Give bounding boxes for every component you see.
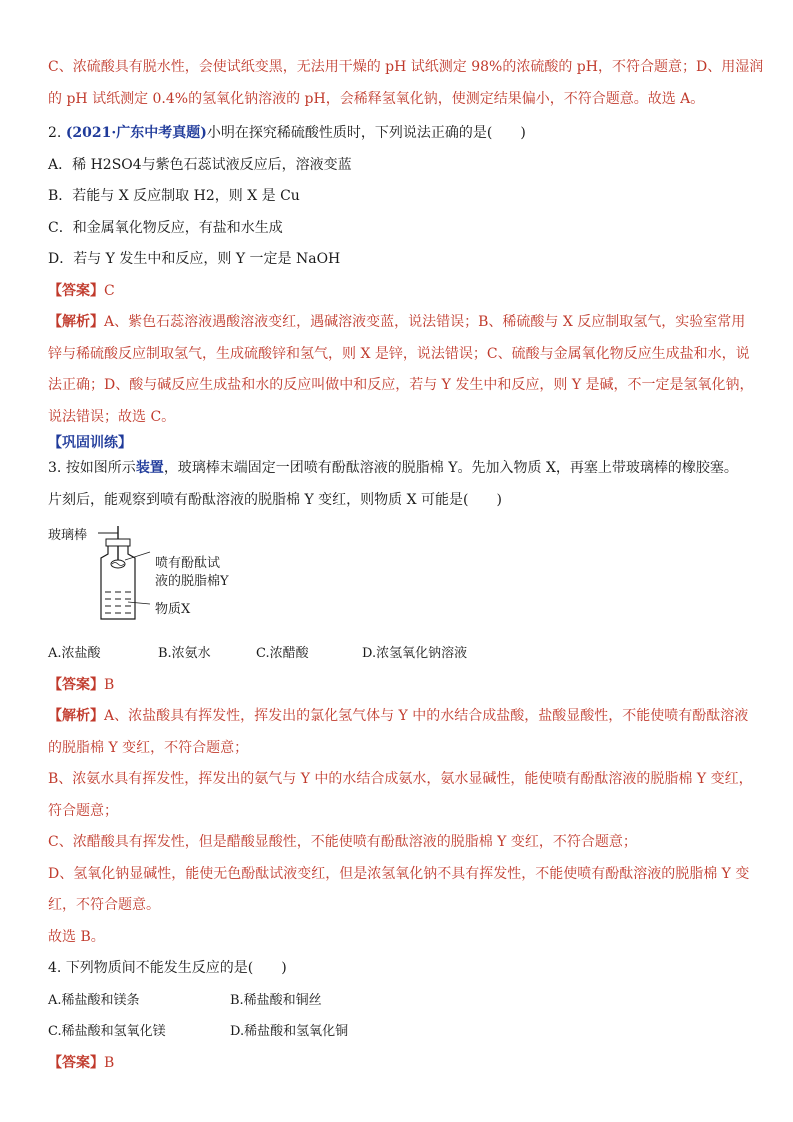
q3-analysis-line-1: 【解析】A、浓盐酸具有挥发性，挥发出的氯化氢气体与 Y 中的水结合成盐酸，盐酸显酸性，不能使喷有酚酞溶液 [48, 708, 749, 724]
q3-option-b: B.浓氨水 [158, 646, 211, 661]
q4-option-c: C.稀盐酸和氢氧化镁 [48, 1024, 166, 1039]
q2-analysis-line-1: 【解析】A、紫色石蕊溶液遇酸溶液变红，遇碱溶液变蓝，说法错误；B、稀硫酸与 X 反应制取氢气，实验室常用 [48, 314, 746, 330]
answer-value: C [104, 282, 115, 299]
formula-h2so4: H2SO4 [90, 156, 142, 173]
q3-analysis-line-3: B、浓氨水具有挥发性，挥发出的氨气与 Y 中的水结合成氨水，氨水显碱性，能使喷有酚酞溶液的脱脂棉 Y 变红， [48, 771, 753, 787]
analysis-tag: 【解析】 [48, 314, 104, 330]
q2-analysis-line-3: 法正确；D、酸与碱反应生成盐和水的反应叫做中和反应，若与 Y 发生中和反应，则 Y 是碱，不一定是氢氧化钠， [48, 377, 754, 393]
document-content [48, 52, 764, 1079]
q3-analysis-line-6: D、氢氧化钠显碱性，能使无色酚酞试液变红，但是浓氢氧化钠不具有挥发性，不能使喷有酚酞溶液的脱脂棉 Y 变 [48, 865, 750, 882]
q3-analysis-line-7: 红，不符合题意。 [48, 897, 160, 913]
carry-line-1: C、浓硫酸具有脱水性，会使试纸变黑，无法用干燥的 pH 试纸测定 98%的浓硫酸的 pH，不符合题意；D、用湿润 [48, 59, 764, 75]
q3-options [48, 638, 748, 670]
q4-options-row-1 [48, 985, 748, 1017]
q4-stem: 4. 下列物质间不能发生反应的是( ) [48, 960, 287, 976]
q3-option-a: A.浓盐酸 [48, 646, 101, 661]
apparatus-figure [48, 522, 748, 632]
label-substance-x: 物质X [155, 602, 191, 617]
answer-tag: 【答案】 [48, 282, 104, 299]
q2-option-c: C．和金属氧化物反应，有盐和水生成 [48, 219, 283, 236]
q3-analysis-line-5: C、浓醋酸具有挥发性，但是醋酸显酸性，不能使喷有酚酞溶液的脱脂棉 Y 变红，不符合题意； [48, 834, 637, 850]
q2-analysis-line-2: 锌与稀硫酸反应制取氢气，生成硫酸锌和氢气，则 X 是锌，说法错误；C、硫酸与金属氧化物反应生成盐和水，说 [48, 345, 750, 362]
q3-answer: 【答案】B [48, 676, 115, 693]
q4-option-a: A.稀盐酸和镁条 [48, 992, 140, 1008]
formula-h2: H2 [193, 188, 215, 204]
label-cotton-line-1: 喷有酚酞试 [155, 556, 221, 571]
q4-option-b: B.稀盐酸和铜丝 [230, 992, 322, 1008]
q3-stem-line-1: 3. 按如图所示装置，玻璃棒末端固定一团喷有酚酞溶液的脱脂棉 Y。先加入物质 X，再塞上带玻璃棒的橡胶塞。 [48, 460, 738, 476]
q2-number: 2. [48, 125, 66, 141]
q2-stem-text: 小明在探究稀硫酸性质时，下列说法正确的是( ) [206, 125, 526, 141]
q2-stem [48, 118, 748, 150]
q3-key-term: 装置 [135, 460, 164, 476]
q3-analysis-line-2: 的脱脂棉 Y 变红，不符合题意； [48, 739, 249, 756]
q3-option-d: D.浓氢氧化钠溶液 [362, 646, 468, 661]
q3-stem-line-2: 片刻后，能观察到喷有酚酞溶液的脱脂棉 Y 变红，则物质 X 可能是( ) [48, 491, 502, 508]
q4-options-row-2 [48, 1016, 748, 1048]
q3-analysis-line-4: 符合题意； [48, 802, 118, 819]
q2-source: (2021·广东中考真题) [65, 125, 207, 141]
carry-line-2: 的 pH 试纸测定 0.4%的氢氧化钠溶液的 pH，会稀释氢氧化钠，使测定结果偏小，不符合题意。故选 A。 [48, 90, 705, 107]
q2-answer [48, 276, 748, 308]
label-glass-rod: 玻璃棒 [48, 528, 88, 543]
label-cotton-line-2: 液的脱脂棉Y [155, 574, 229, 589]
q3-option-c: C.浓醋酸 [256, 646, 309, 661]
q2-option-d: D．若与 Y 发生中和反应，则 Y 一定是 NaOH [48, 251, 341, 267]
q2-option-a: A．稀 H2SO4与紫色石蕊试液反应后，溶液变蓝 [48, 156, 352, 173]
q3-analysis-line-8: 故选 B。 [48, 928, 105, 945]
q4-option-d: D.稀盐酸和氢氧化铜 [230, 1024, 349, 1039]
q2-analysis-line-4: 说法错误；故选 C。 [48, 408, 176, 425]
section-title: 【巩固训练】 [48, 435, 132, 451]
q2-option-b: B．若能与 X 反应制取 H2，则 X 是 Cu [48, 188, 300, 204]
q4-answer: 【答案】B [48, 1054, 115, 1071]
